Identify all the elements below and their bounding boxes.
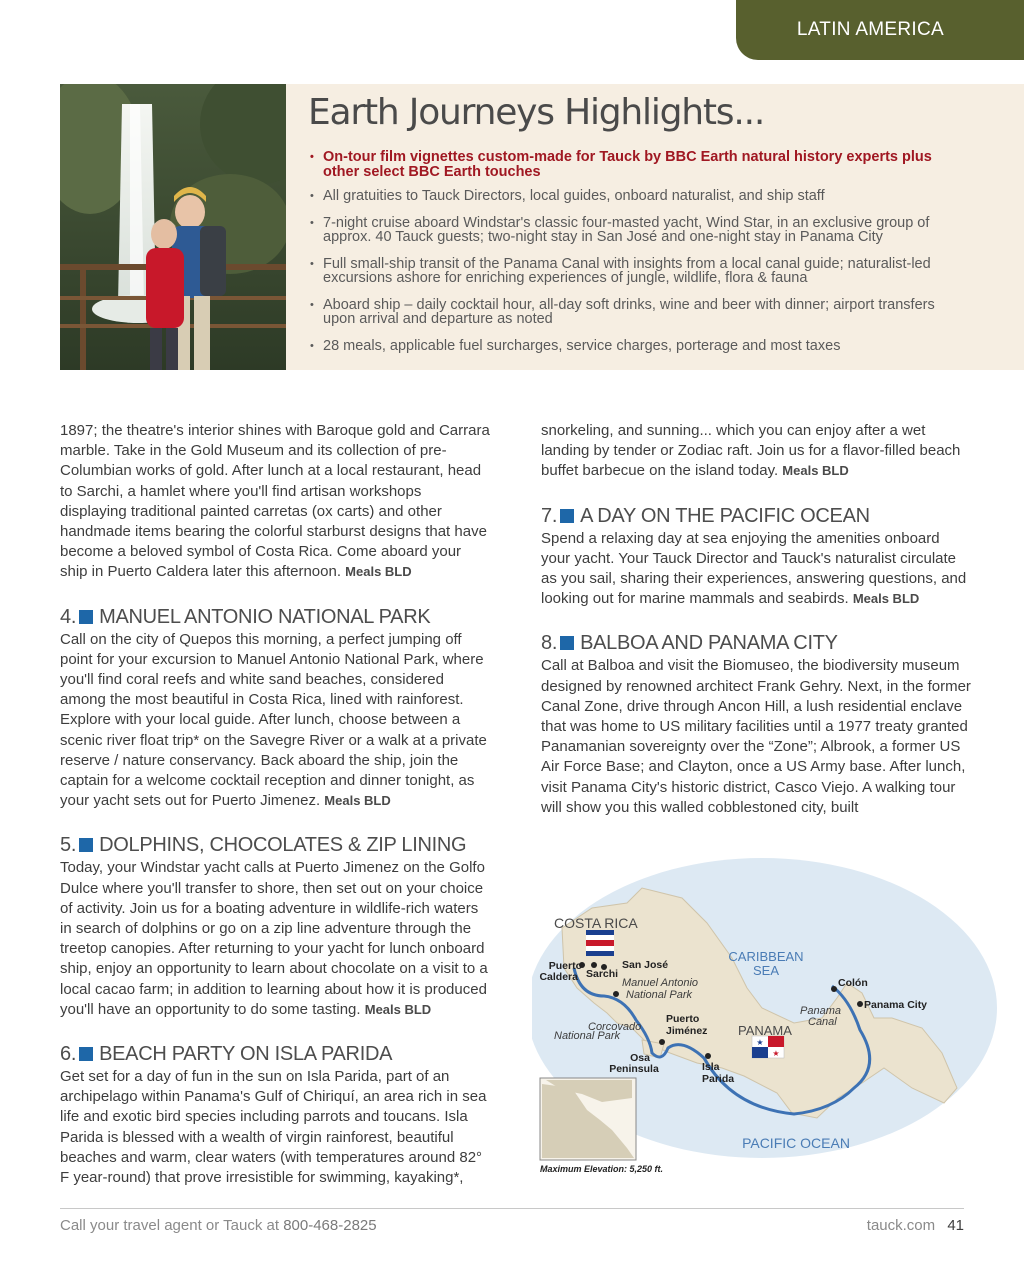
corcovado-label: Corcovado [588, 1021, 642, 1033]
panama-canal-label: Panama [800, 1005, 841, 1017]
day-6-body: Get set for a day of fun in the sun on Isla Parida, part of an archipelago within Panama's Gulf of Chiriquí, an area rich in sea life and exotic bird species including parrots and toucans. Isla Parida is blessed with a wealth of virgin rainforest, beautiful beaches and warm, clear waters (with temperatures around 82° F year-round) that prove irresistible for swimming, kayaking*, [60, 1068, 487, 1187]
left-column [60, 421, 490, 1188]
route-map [532, 848, 1002, 1178]
puerto-jimenez-dot [659, 1039, 665, 1045]
national-park-label: National Park [626, 989, 693, 1001]
meals-label: Meals BLD [364, 1001, 432, 1017]
highlight-item: • Full small-ship transit of the Panama Canal with insights from a local canal guide; naturalist-led excursions ashore for enriching experiences of jungle, wildlife, flora & fauna [310, 257, 960, 286]
day-8-body: Call at Balboa and visit the Biomuseo, the biodiversity museum designed by renowned architect Frank Gehry. Next, in the former Canal Zone, drive through Ancon Hill, a lush residential enclave that was home to US military facilities until a 1977 treaty granted Panamanian sovereignty over the “Zone”; Albrook, a former US Air Force Base; and Clayton, once a US Army base. After lunch, visit Panama City's historic district, Casco Viejo. A walking tour will show you this walled cobblestoned city, built [541, 657, 971, 816]
highlight-item: • All gratuities to Tauck Directors, local guides, onboard naturalist, and ship staff [310, 189, 960, 204]
day-7-body: Spend a relaxing day at sea enjoying the amenities onboard your yacht. Your Tauck Director and Tauck's naturalist circulate as you sail, sharing their experiences, answering questions, and looking out for marine mammals and seabirds. Meals BLD [541, 529, 967, 608]
website-link[interactable]: tauck.com [866, 1217, 936, 1234]
day-4-heading: 4. MANUEL ANTONIO NATIONAL PARK [60, 605, 431, 628]
san-jose-label: San José [622, 959, 669, 971]
highlight-item: • On-tour film vignettes custom-made for Tauck by BBC Earth natural history experts plus other select BBC Earth touches [310, 150, 960, 179]
osa-label: Osa [630, 1052, 650, 1064]
isla-parida-dot [705, 1053, 711, 1059]
costa-rica-label: COSTA RICA [554, 915, 638, 931]
sarchi-label: Sarchi [586, 968, 619, 980]
caldera-label: Caldera [539, 971, 578, 983]
day-8-heading: 8. BALBOA AND PANAMA CITY [541, 632, 838, 655]
corcovado-park-label: National Park [554, 1030, 621, 1042]
blue-square-icon [79, 610, 93, 624]
blue-square-icon [560, 636, 574, 650]
manuel-antonio-dot [613, 991, 619, 997]
parida-label: Parida [702, 1073, 735, 1085]
panama-flag [752, 1036, 784, 1058]
jimenez-label: Jiménez [666, 1025, 708, 1037]
phone-number[interactable]: 800-468-2825 [283, 1217, 377, 1234]
blue-square-icon [560, 509, 574, 523]
page-number: 41 [947, 1217, 964, 1234]
peninsula-label: Peninsula [609, 1063, 659, 1075]
day-6-heading: 6. BEACH PARTY ON ISLA PARIDA [60, 1043, 393, 1066]
day-5-body: Today, your Windstar yacht calls at Puerto Jimenez on the Golfo Dulce where you'll transfer to shore, then set out on your choice of activity. Join us for a boating adventure in wildlife-rich waters in search of dolphins or go on a zip line adventure through the treetop canopies. After returning to your yacht for lunch onboard ship, enjoy an opportunity to learn about chocolate on a visit to a local cacao farm; in addition to learning about how it is produced you'll have an opportunity to do some tasting. Meals BLD [60, 859, 488, 1018]
highlight-item: • Aboard ship – daily cocktail hour, all-day soft drinks, wine and beer with dinner; airport transfers upon arrival and departure as noted [310, 298, 960, 327]
left-intro-paragraph: 1897; the theatre's interior shines with Baroque gold and Carrara marble. Take in the Gold Museum and its collection of pre-Columbian works of gold. After lunch at a local restaurant, head to Sarchi, a hamlet where you'll find artisan workshops displaying traditional painted carretas (ox carts) and other handmade items bearing the colorful starburst designs that have become a beloved symbol of Costa Rica. Come aboard your ship in Puerto Caldera later this afternoon. Meals BLD [60, 422, 490, 581]
highlight-item: • 28 meals, applicable fuel surcharges, service charges, porterage and most taxes [310, 339, 960, 354]
pacific-ocean-label: PACIFIC OCEAN [742, 1135, 850, 1151]
footer-contact: Call your travel agent or Tauck at 800-468-2825 [60, 1217, 377, 1234]
inset-map [540, 1078, 636, 1160]
region-tab [736, 0, 1024, 60]
colon-dot [831, 986, 837, 992]
right-column [541, 421, 971, 818]
day-4-body: Call on the city of Quepos this morning, a perfect jumping off point for your excursion to Manuel Antonio National Park, where you'll find coral reefs and white sand beaches, considered among the most beautiful in Costa Rica, lined with rainforest. Explore with your local guide. After lunch, choose between a scenic river float trip* on the Savegre River or a walk at a private reserve / nature conservancy. Back aboard the ship, join the captain for a welcome cocktail reception and dinner tonight, as your yacht sets out for Puerto Jimenez. Meals BLD [60, 630, 487, 810]
meals-label: Meals BLD [345, 564, 412, 580]
meals-label: Meals BLD [782, 463, 849, 479]
blue-square-icon [79, 1047, 93, 1061]
isla-label: Isla [702, 1061, 720, 1073]
costa-rica-flag [586, 930, 614, 956]
meals-label: Meals BLD [852, 591, 920, 607]
panama-city-label: Panama City [864, 999, 928, 1011]
right-intro-paragraph: snorkeling, and sunning... which you can enjoy after a wet landing by tender or Zodiac raft. Join us for a flavor-filled beach buffet barbecue on the island today. Meals BLD [541, 422, 961, 480]
region-tab-label: LATIN AMERICA [796, 19, 944, 40]
puerto-jimenez-label: Puerto [666, 1013, 700, 1025]
elevation-note: Maximum Elevation: 5,250 ft. [540, 1164, 664, 1174]
colon-label: Colón [838, 977, 868, 989]
meals-label: Meals BLD [324, 793, 391, 809]
highlights-title: Earth Journeys Highlights... [308, 92, 765, 133]
footer-site [867, 1217, 964, 1234]
panama-city-dot [857, 1001, 863, 1007]
blue-square-icon [79, 838, 93, 852]
highlights-list [310, 150, 960, 365]
svg-text:★: ★ [756, 1038, 764, 1047]
highlight-item: • 7-night cruise aboard Windstar's classic four-masted yacht, Wind Star, in an exclusive group of approx. 40 Tauck guests; two-night stay in San José and one-night stay in Panama City [310, 216, 960, 245]
manuel-antonio-label: Manuel Antonio [622, 977, 699, 989]
caribbean-label: CARIBBEAN [728, 949, 804, 964]
canal-label: Canal [808, 1016, 837, 1028]
couple-waterfall-photo [60, 84, 286, 370]
day-5-heading: 5. DOLPHINS, CHOCOLATES & ZIP LINING [60, 834, 467, 857]
svg-text:★: ★ [772, 1049, 780, 1058]
footer-divider [60, 1208, 964, 1209]
puerto-label: Puerto [548, 960, 582, 972]
day-7-heading: 7. A DAY ON THE PACIFIC OCEAN [541, 504, 870, 527]
panama-label: PANAMA [738, 1023, 792, 1038]
sea-label: SEA [752, 963, 780, 978]
